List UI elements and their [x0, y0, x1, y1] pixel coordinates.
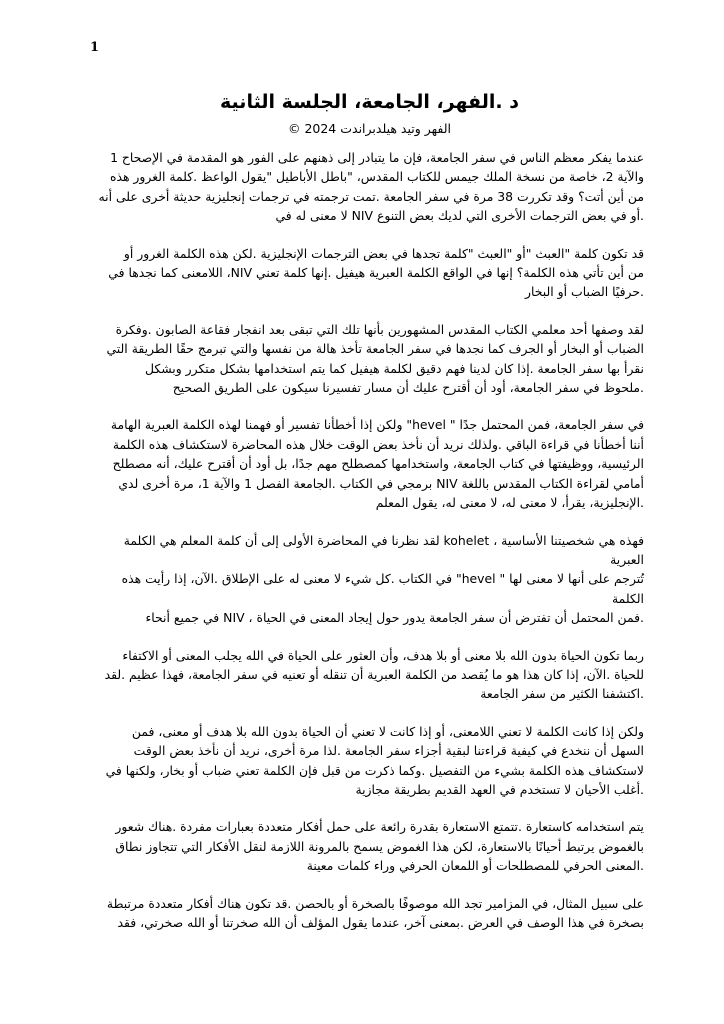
document-body — [95, 88, 644, 950]
paragraph: لقد وصفها أحد معلمي الكتاب المقدس المشهورين بأنها تلك التي تبقى بعد انفجار فقاعة الصابون .وفكرة الضباب أو البخار أو الجرف كما نجدها في سفر الجامعة تأخذ هالة من نفسها والتي تبرمج حقًا الطريقة التي نقرأ بها سفر الجامعة .إذا كان لدينا فهم دقيق لكلمة هيفيل كما يتم استخدامها بشكل متكرر وبشكل .ملحوظ في سفر الجامعة، أود أن أقترح عليك أن مسار تفسيرنا سيكون على الطريق الصحيح — [106, 321, 644, 396]
page-number: 1 — [90, 40, 100, 55]
paragraph: ربما تكون الحياة بدون الله بلا معنى أو بلا هدف، وأن العثور على الحياة في الله يجلب المعنى أو الاكتفاء للحياة .الآن، إذا كان هذا هو ما يُقصد من الكلمة العبرية أن تنقله أو تعنيه في سفر الجامعة، فهذا عظيم .لقد .اكتشفنا الكثير من سفر الجامعة — [104, 647, 644, 702]
paragraph: فهذه هي شخصيتنا الأساسية ، kohelet لقد نظرنا في المحاضرة الأولى إلى أن كلمة المعلم هي الكلمة العبرية تُترجم على أنها لا معنى لها " hevel" في الكتاب .كل شيء لا معنى له على الإطلاق .الآن، إذا رأيت هذه الكلمة .فمن المحتمل أن تفترض أن سفر الجامعة يدور حول إيجاد المعنى في الحياة ، NIV في جميع أنحاء — [121, 532, 644, 626]
paragraph: قد تكون كلمة "العبث "أو "العبث "كلمة تجدها في بعض الترجمات الإنجليزية .لكن هذه الكلمة الغرور أو من أين تأتي هذه الكلمة؟ إنها في الواقع الكلمة العبرية هيفيل .إنها كلمة تعني NIV، اللامعنى كما نجدها في .حرفيًا الضباب أو البخار — [108, 245, 644, 300]
paragraph: في سفر الجامعة، فمن المحتمل جدًا " hevel" ولكن إذا أخطأنا تفسير أو فهمنا لهذه الكلمة العبرية الهامة أننا أخطأنا في قراءة الباقي .ولذلك نريد أن نأخذ بعض الوقت خلال هذه المحاضرة لاستكشاف هذه الكلمة الرئيسية، ووظيفتها في كتاب الجامعة، واستخدامها كمصطلح مهم جدًا، بل أود أن أقترح عليك، أنه مصطلح أمامي لقراءة الكتاب المقدس باللغة NIV برمجي في الكتاب .الجامعة الفصل 1 والآية 1، مرة أخرى لدي .الإنجليزية، يقرأ، لا معنى له، لا معنى له، يقول المعلم — [110, 417, 644, 511]
document-subtitle: الفهر وتيد هيلدبراندت 2024 © — [287, 121, 452, 136]
paragraph: يتم استخدامه كاستعارة .تتمتع الاستعارة بقدرة رائعة على حمل أفكار متعددة بعبارات مفردة .هناك شعور بالغموض يرتبط أحيانًا بالاستعارة، لكن هذا الغموض يسمح بالمرونة اللازمة لنقل الأفكار التي تتجاوز نطاق .المعنى الحرفي للمصطلحات أو اللمعان الحرفي وراء كلمات معينة — [115, 819, 644, 874]
paragraph: ولكن إذا كانت الكلمة لا تعني اللامعنى، أو إذا كانت لا تعني أن الحياة بدون الله بلا هدف أو معنى، فمن السهل أن ننخدع في كيفية قراءتنا لبقية أجزاء سفر الجامعة .لذا مرة أخرى، نريد أن نأخذ بعض الوقت لاستكشاف هذه الكلمة بشيء من التفصيل .وكما ذكرت من قبل فإن الكلمة تعني ضباب أو بخار، ولكنها في .أغلب الأحيان لا تستخدم في العهد القديم بطريقة مجازية — [105, 723, 644, 797]
paragraph: عندما يفكر معظم الناس في سفر الجامعة، فإن ما يتبادر إلى ذهنهم على الفور هو المقدمة في الإصحاح 1 والآية 2، خاصة من نسخة الملك جيمس للكتاب المقدس، "باطل الأباطيل "يقول الواعظ .كلمة الغرور هذه من أين أتت؟ وقد تكررت 38 مرة في سفر الجامعة .تمت ترجمته في ترجمات إنجليزية حديثة أخرى على أنه .أو في بعض الترجمات الأخرى التي لديك بعض التنوع NIV لا معنى له في — [98, 150, 644, 224]
paragraph: على سبيل المثال، في المزامير تجد الله موصوفًا بالصخرة أو بالحصن .قد تكون هناك أفكار متعددة مرتبطة بصخرة في هذا الوصف في العرض .بمعنى آخر، عندما يقول المؤلف أن الله صخرتنا أو الله صخرتي، فقد — [106, 895, 644, 930]
document-title: د .الفهر، الجامعة، الجلسة الثانية — [220, 91, 519, 113]
